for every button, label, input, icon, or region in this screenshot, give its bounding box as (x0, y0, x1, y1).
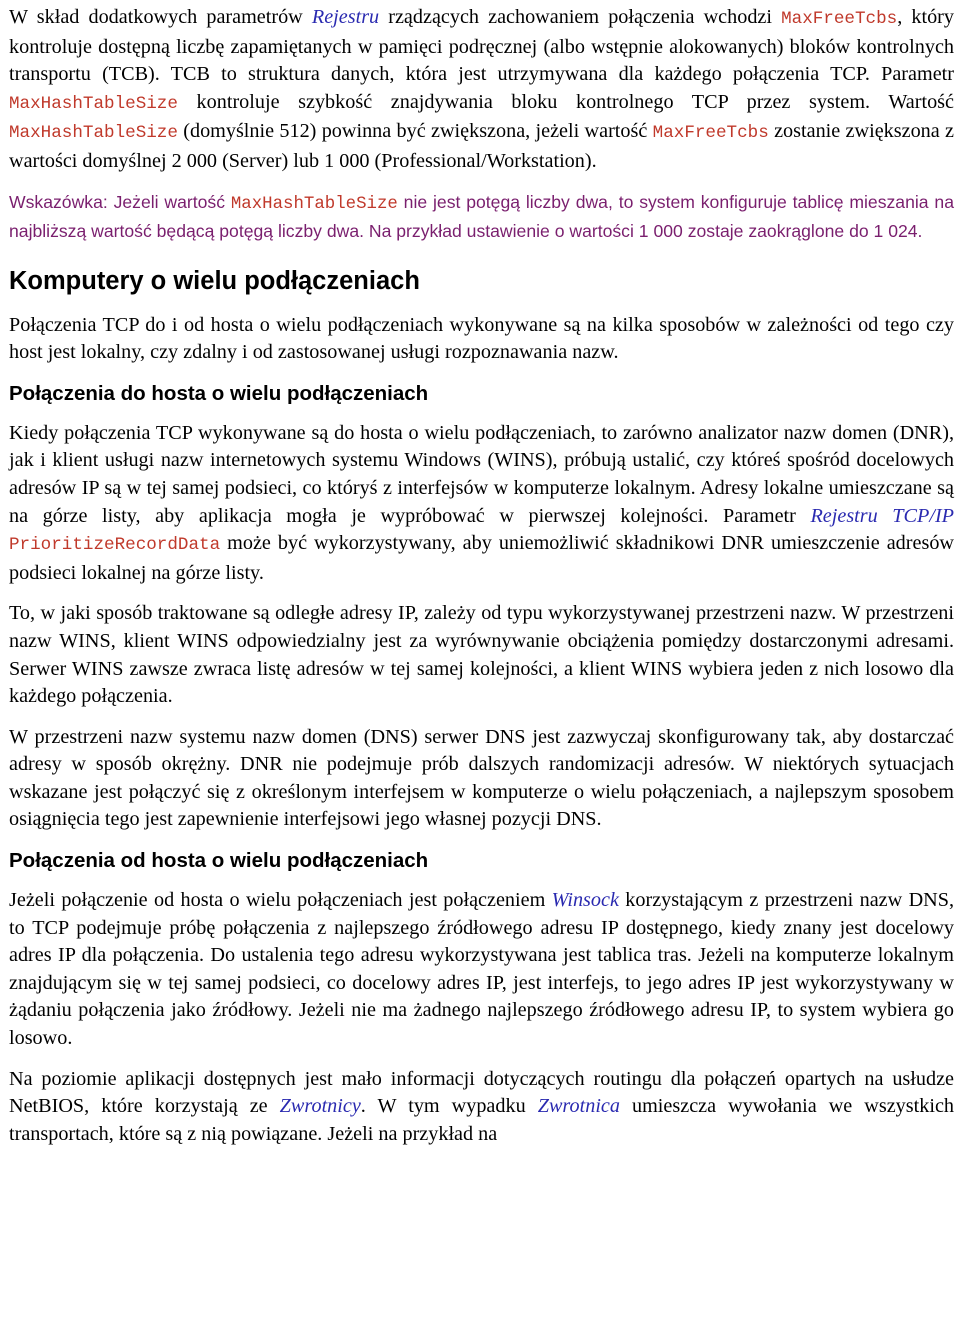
paragraph-remote-addresses: To, w jaki sposób traktowane są odległe adresy IP, zależy od typu wykorzystywanej przestrzeni nazw. W przestrzeni nazw WINS, klient WINS odpowiedzialny jest za wyrównywanie obciążenia pomiędzy dostarczonymi adresami. Serwer WINS zawsze zwraca listę adresów w tej samej kolejności, a klient WINS wybiera jeden z nich losowo dla każdego połączenia. (9, 602, 954, 708)
term-winsock: Winsock (551, 889, 619, 912)
section-heading: Komputery o wielu podłączeniach (9, 266, 420, 295)
text: zostanie zwiększona z wartości domyślnej 2 000 (Server) lub 1 000 (Professional/Workstation). (9, 120, 954, 172)
text: kontroluje szybkość znajdywania bloku kontrolnego TCP przez system. Wartość (177, 90, 954, 113)
text: , który kontroluje dostępną liczbę zapamiętanych w pamięci podręcznej (albo wstępnie alokowanych) bloków kontrolnych transportu (TCB). TCB to struktura danych, która jest utrzymywana dla każdego połączenia TCP. Parametr (9, 6, 954, 86)
text: W skład dodatkowych parametrów (9, 6, 312, 28)
term-zwrotnica: Zwrotnica (537, 1095, 620, 1118)
code-maxfreetcbs: MaxFreeTcbs (652, 123, 769, 144)
paragraph-dns-roundrobin: W przestrzeni nazw systemu nazw domen (DNS) serwer DNS jest zazwyczaj skonfigurowany tak, aby dostarczać adresy w sposób okrężny. DNR nie podejmuje prób dalszych randomizacji adresów. W niektórych sytuacjach wskazane jest połączyć się z określonym interfejsem w komputerze o wielu połączeniach, a najlepszym sposobem osiągnięcia tego jest zapewnienie interfejsowi jego własnej pozycji DNS. (9, 725, 954, 831)
tip-note (9, 189, 954, 244)
text: Na poziomie aplikacji dostępnych jest mało informacji dotyczących routingu dla połączeń opartych na usłudze NetBIOS, które korzystają ze (9, 1067, 954, 1118)
text: (domyślnie 512) powinna być zwiększona, jeżeli wartość (177, 120, 653, 143)
code-maxhashtablesize: MaxHashTableSize (9, 93, 178, 114)
text: . W tym wypadku (360, 1095, 538, 1118)
code-maxhashtablesize: MaxHashTableSize (230, 194, 398, 214)
text: korzystającym z przestrzeni nazw DNS, to TCP podejmuje próbę połączenia z najlepszego źródłowego adresu IP dostępnego, kiedy znany jest docelowy adres IP dla połączenia. Do ustalenia tego adresu wykorzystywana jest tablica tras. Jeżeli na komputerze lokalnym znajdującym się w tej samej podsieci, co docelowy adres IP, jest interfejs, to jego adres IP jest wykorzystywany w żądaniu połączenia jako źródłowy. Jeżeli nie ma żadnego najlepszego źródłowego adresu IP, to system wybiera go losowo. (9, 889, 954, 1050)
paragraph-intro: Połączenia TCP do i od hosta o wielu podłączeniach wykonywane są na kilka sposobów w zależności od tego czy host jest lokalny, czy zdalny i od zastosowanej usługi rozpoznawania nazw. (9, 313, 954, 364)
term-registry: Rejestru (311, 6, 380, 28)
code-maxfreetcbs: MaxFreeTcbs (781, 9, 898, 29)
text: nie jest potęgą liczby dwa, to system konfiguruje tablicę mieszania na najbliższą wartość będącą potęgą liczby dwa. Na przykład ustawienie o wartości 1 000 zostaje zaokrąglone do 1 024. (9, 191, 954, 241)
text: Jeżeli połączenie od hosta o wielu połączeniach jest połączeniem (9, 889, 552, 912)
subsection-heading-to-host: Połączenia do hosta o wielu podłączeniach (9, 381, 429, 405)
paragraph-winsock (9, 887, 954, 1053)
text: może być wykorzystywany, aby uniemożliwić składnikowi DNR umieszczenie adresów podsieci lokalnej na górze listy. (9, 532, 954, 584)
term-zwrotnicy: Zwrotnicy (279, 1095, 361, 1118)
text: umieszcza wywołania we wszystkich transportach, które są z nią powiązane. Jeżeli na przykład na (9, 1095, 954, 1145)
text: Wskazówka: Jeżeli wartość (9, 191, 231, 212)
paragraph-registry-params (9, 4, 954, 176)
paragraph-netbios (9, 1066, 954, 1149)
term-registry-tcpip: Rejestru TCP/IP (810, 504, 954, 527)
subsection-heading-from-host: Połączenia od hosta o wielu podłączeniach (9, 849, 429, 873)
text: rządzących zachowaniem połączenia wchodzi (379, 6, 782, 28)
code-maxhashtablesize: MaxHashTableSize (9, 123, 178, 144)
paragraph-dnr-wins (9, 420, 954, 588)
code-prioritizerecorddata: PrioritizeRecordData (9, 535, 221, 556)
text: Kiedy połączenia TCP wykonywane są do hosta o wielu podłączeniach, to zarówno analizator nazw domen (DNR), jak i klient usługi nazw internetowych systemu Windows (WINS), próbują ustalić, czy któreś spośród docelowych adresów IP są w tej samej podsieci, co któryś z interfejsów w komputerze lokalnym. Adresy lokalne umieszczane są na górze listy, aby aplikacja mogła je wypróbować w pierwszej kolejności. Parametr (9, 421, 954, 527)
